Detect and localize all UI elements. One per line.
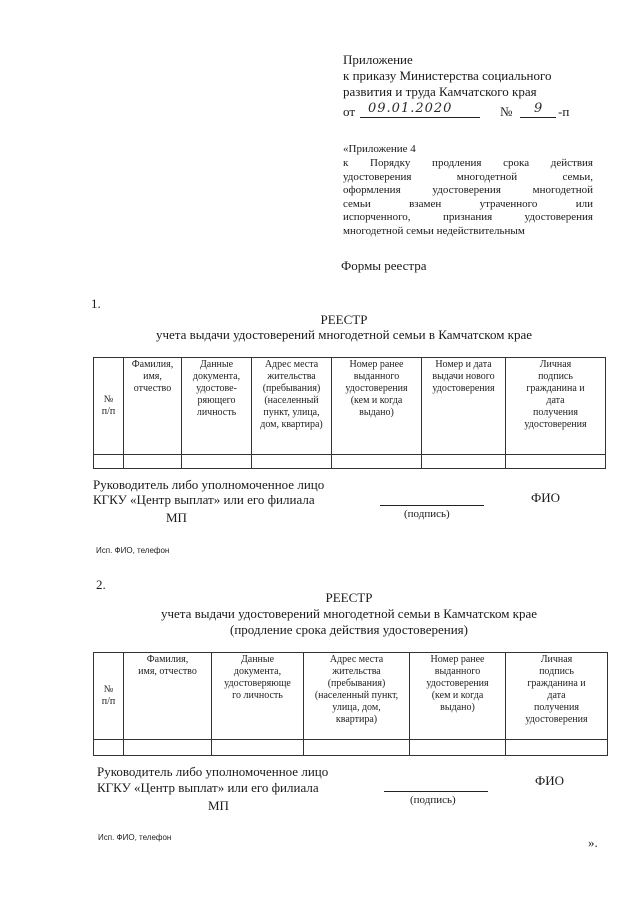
form1-col-name: Фамилия, имя, отчество <box>124 358 182 455</box>
form2-empty-row <box>94 739 608 755</box>
form1-empty-row <box>94 454 606 468</box>
forms-title: Формы реестра <box>341 258 427 273</box>
appendix-text <box>343 157 593 239</box>
header-line-2: к приказу Министерства социального <box>343 68 552 83</box>
appendix-line: испорченного, признания удостоверения <box>343 211 593 224</box>
form1-sign-line-2: КГКУ «Центр выплат» или его филиала <box>93 492 315 507</box>
form1-fio: ФИО <box>531 490 561 505</box>
form1-signature-label: (подпись) <box>404 508 450 520</box>
form1-col-previous-certificate: Номер ранее выданного удостоверения (кем и когда выдано) <box>332 358 422 455</box>
form1-subtitle: учета выдачи удостоверений многодетной семьи в Камчатском крае <box>155 327 533 342</box>
form2-col-id-document: Данные документа, удостоверяюще го личность <box>212 653 304 740</box>
form2-col-signature: Личная подпись гражданина и дата получения удостоверения <box>506 653 608 740</box>
form2-fio: ФИО <box>535 773 565 788</box>
form1-col-signature: Личная подпись гражданина и дата получения удостоверения <box>506 358 606 455</box>
header-block <box>343 52 603 100</box>
form1-title: РЕЕСТР <box>320 312 368 327</box>
form2-number: 2. <box>96 577 106 592</box>
form1-footer: Исп. ФИО, телефон <box>96 546 170 555</box>
appendix-line: многодетной семьи недействительным <box>343 224 525 237</box>
form2-col-address: Адрес места жительства (пребывания) (населенный пункт, улица, дом, квартира) <box>304 653 410 740</box>
form2-signature-line <box>384 791 488 792</box>
header-line-1: Приложение <box>343 52 413 67</box>
form2-col-number: № п/п <box>94 653 124 740</box>
form2-title: РЕЕСТР <box>325 590 373 605</box>
order-number: 9 <box>534 101 544 116</box>
order-date-underline <box>360 117 480 118</box>
appendix-line: удостоверения многодетной семьи, <box>343 170 593 183</box>
order-number-label: № <box>500 104 513 119</box>
order-number-suffix: -п <box>558 104 570 119</box>
form1-col-address: Адрес места жительства (пребывания) (населенный пункт, улица, дом, квартира) <box>252 358 332 455</box>
form1-col-id-document: Данные документа, удостове- ряющего личность <box>182 358 252 455</box>
order-number-underline <box>520 117 556 118</box>
form1-sign-line-1: Руководитель либо уполномоченное лицо <box>93 477 325 492</box>
form2-footer: Исп. ФИО, телефон <box>98 833 172 842</box>
order-from-label: от <box>343 104 356 119</box>
form2-subtitle-2: (продление срока действия удостоверения) <box>230 622 468 637</box>
form1-number: 1. <box>91 296 101 311</box>
appendix-line: семьи взамен утраченного или <box>343 197 593 210</box>
appendix-title: «Приложение 4 <box>343 143 416 155</box>
form1-signature-line <box>380 505 484 506</box>
form2-sign-line-1: Руководитель либо уполномоченное лицо <box>97 764 329 779</box>
form1-col-number: № п/п <box>94 358 124 455</box>
order-date: 09.01.2020 <box>368 101 453 116</box>
appendix-line: к Порядку продления срока действия <box>343 157 593 169</box>
form2-stamp-mp: МП <box>208 798 229 813</box>
form1-stamp-mp: МП <box>166 510 187 525</box>
form1-col-new-certificate: Номер и дата выдачи нового удостоверения <box>422 358 506 455</box>
form2-col-name: Фамилия, имя, отчество <box>124 653 212 740</box>
form1-table <box>93 357 606 469</box>
form2-subtitle: учета выдачи удостоверений многодетной семьи в Камчатском крае <box>160 606 538 621</box>
form2-signature-label: (подпись) <box>410 794 456 806</box>
form2-table <box>93 652 608 756</box>
appendix-line: оформления удостоверения многодетной <box>343 184 593 197</box>
form2-closing-quote: ». <box>588 835 598 850</box>
form2-sign-line-2: КГКУ «Центр выплат» или его филиала <box>97 780 319 795</box>
form2-col-previous-certificate: Номер ранее выданного удостоверения (кем и когда выдано) <box>410 653 506 740</box>
header-line-3: развития и труда Камчатского края <box>343 84 537 99</box>
